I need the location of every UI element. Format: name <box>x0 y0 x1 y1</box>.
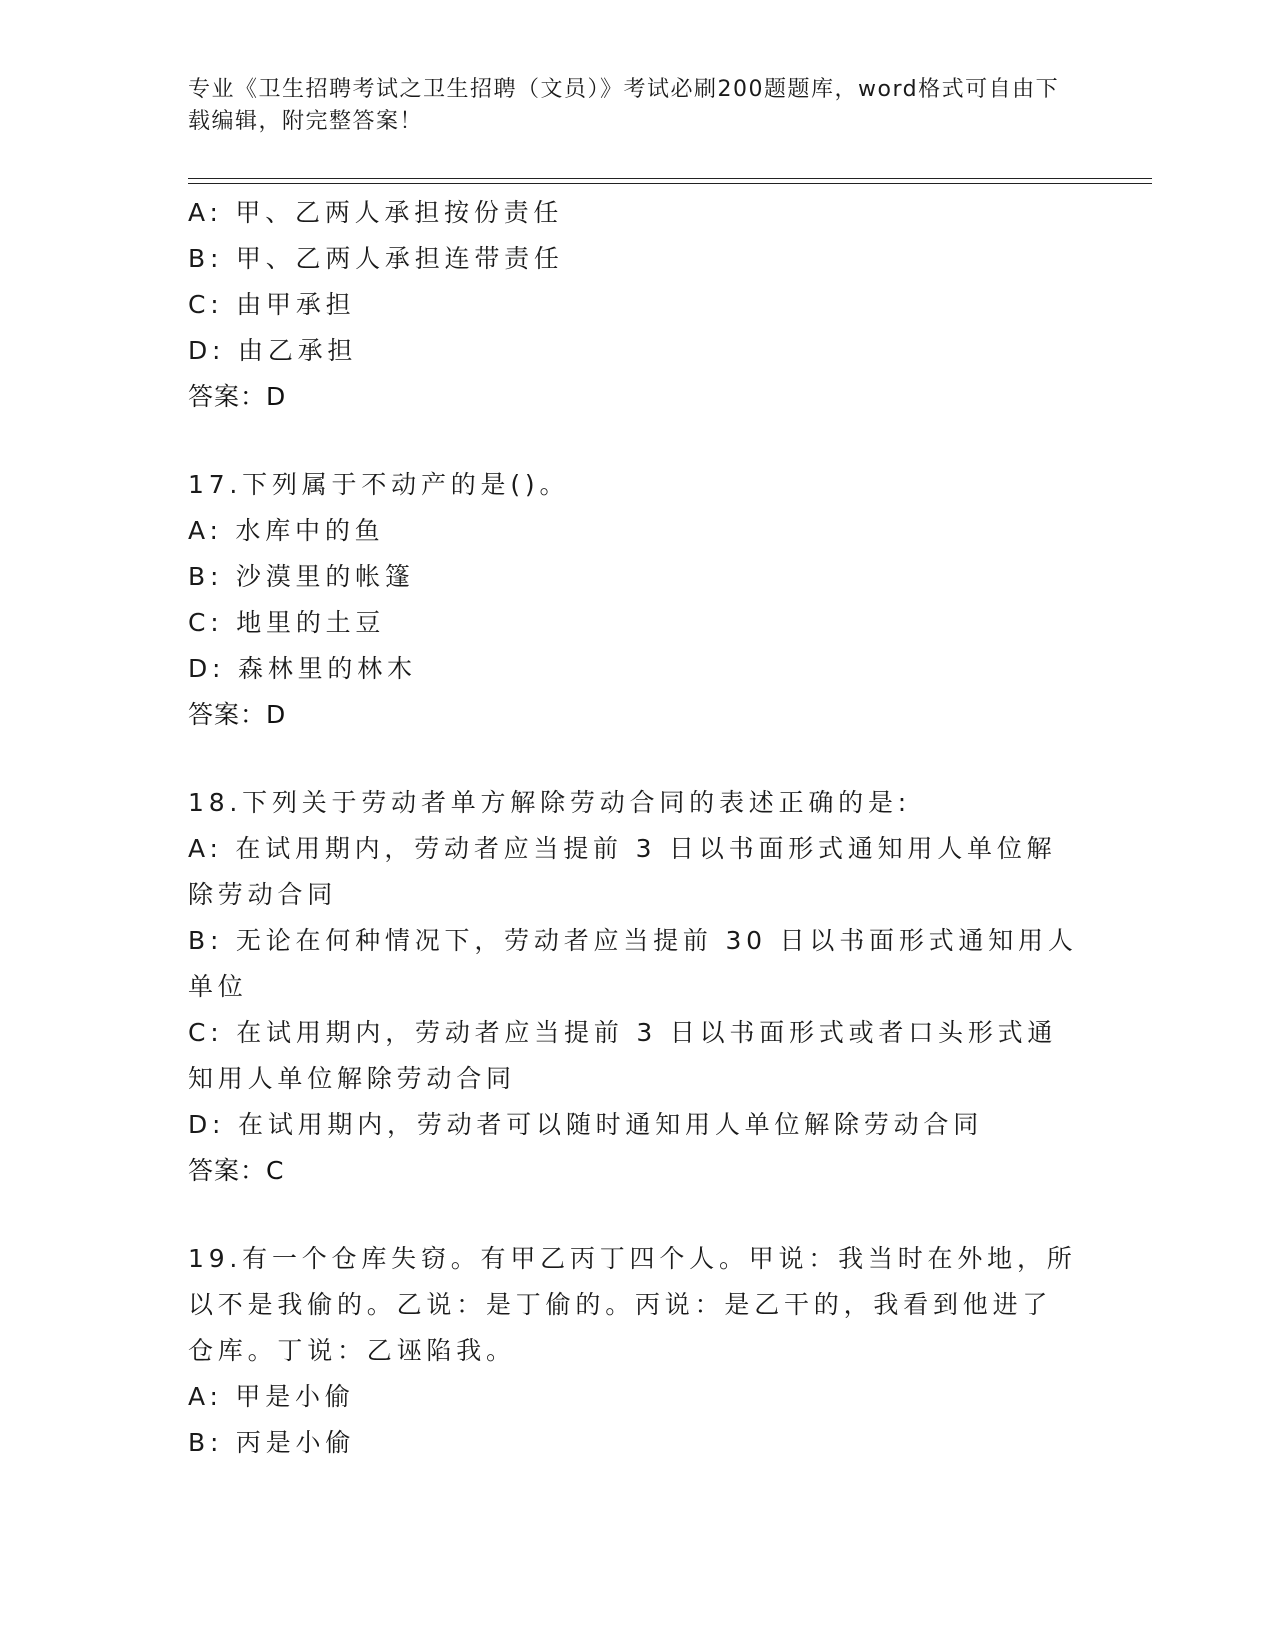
option-b: B: 沙漠里的帐篷 <box>188 562 415 591</box>
option-a: A: 水库中的鱼 <box>188 516 385 545</box>
option-b: B: 无论在何种情况下，劳动者应当提前 30 日以书面形式通知用人单位 <box>188 926 1078 1001</box>
option-d: D: 由乙承担 <box>188 336 358 365</box>
option-c: C: 地里的土豆 <box>188 608 386 637</box>
option-d: D: 在试用期内，劳动者可以随时通知用人单位解除劳动合同 <box>188 1110 984 1139</box>
question-block-18 <box>188 780 1088 1194</box>
option-a: A: 甲是小偷 <box>188 1382 355 1411</box>
option-a: A: 在试用期内，劳动者应当提前 3 日以书面形式通知用人单位解除劳动合同 <box>188 834 1057 909</box>
answer-line: 答案：D <box>188 700 287 729</box>
option-b: B: 甲、乙两人承担连带责任 <box>188 244 564 273</box>
header-rule-top <box>188 178 1152 179</box>
header-rule-bottom <box>188 183 1152 184</box>
answer-line: 答案：D <box>188 382 287 411</box>
question-block-prev <box>188 190 1088 420</box>
option-b: B: 丙是小偷 <box>188 1428 356 1457</box>
option-c: C: 在试用期内，劳动者应当提前 3 日以书面形式或者口头形式通知用人单位解除劳动合同 <box>188 1018 1058 1093</box>
question-stem: 18.下列关于劳动者单方解除劳动合同的表述正确的是: <box>188 788 911 817</box>
document-header: 专业《卫生招聘考试之卫生招聘（文员）》考试必刷200题题库，word格式可自由下载编辑，附完整答案！ <box>188 77 1060 134</box>
question-stem: 19.有一个仓库失窃。有甲乙丙丁四个人。甲说：我当时在外地，所以不是我偷的。乙说：是丁偷的。丙说：是乙干的，我看到他进了仓库。丁说：乙诬陷我。 <box>188 1244 1077 1365</box>
option-c: C: 由甲承担 <box>188 290 356 319</box>
option-a: A: 甲、乙两人承担按份责任 <box>188 198 564 227</box>
question-stem: 17.下列属于不动产的是()。 <box>188 470 570 499</box>
question-list <box>188 190 1088 1466</box>
option-d: D: 森林里的林木 <box>188 654 417 683</box>
question-block-19 <box>188 1236 1088 1466</box>
answer-line: 答案：C <box>188 1156 285 1185</box>
question-block-17 <box>188 462 1088 738</box>
